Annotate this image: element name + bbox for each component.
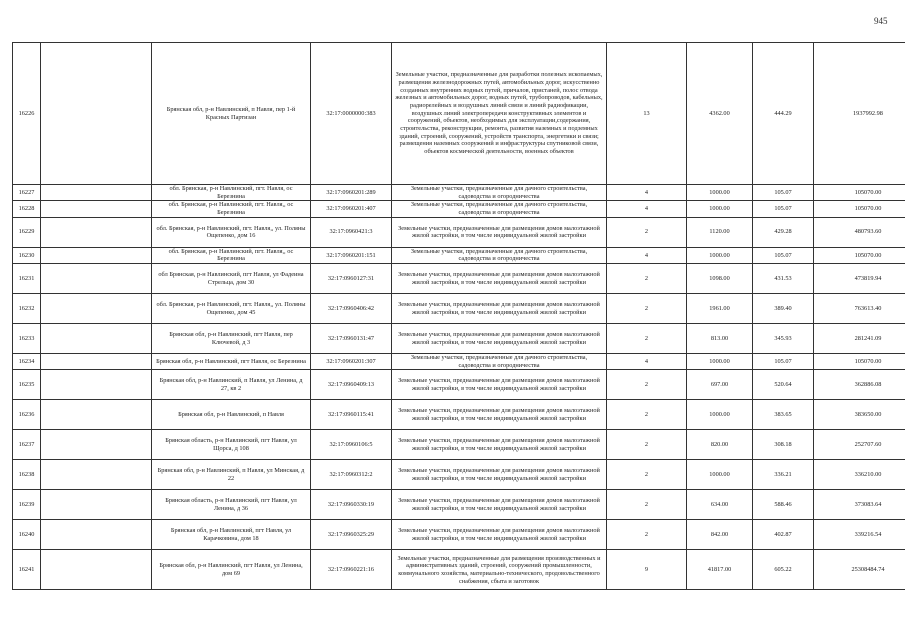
group-number-cell: 2: [607, 217, 687, 247]
area-cell: 842.00: [687, 520, 753, 550]
specific-value-cell: 383.65: [753, 400, 814, 430]
row-id: 16233: [13, 324, 41, 354]
specific-value-cell: 429.28: [753, 217, 814, 247]
cadastral-value-cell: 383650.00: [814, 400, 905, 430]
cadastral-number-cell: 32:17:0960127:31: [311, 264, 392, 294]
cadastral-number-cell: 32:17:0960409:13: [311, 370, 392, 400]
group-number-cell: 4: [607, 201, 687, 217]
land-use-cell: Земельные участки, предназначенные для размещения домов малоэтажной жилой застройки, в том числе индивидуальной жилой застройки: [392, 264, 607, 294]
table-row: [13, 247, 905, 263]
group-number-cell: 2: [607, 460, 687, 490]
cadastral-number-cell: 32:17:0960115:41: [311, 400, 392, 430]
group-number-cell: 4: [607, 247, 687, 263]
land-use-cell: Земельные участки, предназначенные для дачного строительства, садоводства и огородничества: [392, 247, 607, 263]
blank-cell: [41, 460, 152, 490]
group-number-cell: 2: [607, 400, 687, 430]
cadastral-number-cell: 32:17:0960221:16: [311, 550, 392, 590]
cadastral-number-cell: 32:17:0000000:383: [311, 43, 392, 185]
cadastral-value-cell: 373083.64: [814, 490, 905, 520]
table-row: [13, 185, 905, 201]
group-number-cell: 9: [607, 550, 687, 590]
address-cell: обл. Брянская, р-н Навлинский, пгт. Навля,, ул. Поляны Ощепенко, дом 16: [152, 217, 311, 247]
cadastral-value-table: [12, 42, 905, 590]
land-use-cell: Земельные участки, предназначенные для размещения домов малоэтажной жилой застройки, в том числе индивидуальной жилой застройки: [392, 294, 607, 324]
specific-value-cell: 588.46: [753, 490, 814, 520]
cadastral-value-cell: 763613.40: [814, 294, 905, 324]
group-number-cell: 4: [607, 354, 687, 370]
table-row: [13, 550, 905, 590]
area-cell: 1000.00: [687, 247, 753, 263]
row-id: 16237: [13, 430, 41, 460]
address-cell: Брянская область, р-н Навлинский, пгт Навля, ул Щорса, д 108: [152, 430, 311, 460]
table-row: [13, 400, 905, 430]
address-cell: Брянская обл, р-н Навлинский, п Навля, ул Ленина, д 27, кв 2: [152, 370, 311, 400]
land-use-cell: Земельные участки, предназначенные для дачного строительства, садоводства и огородничества: [392, 354, 607, 370]
specific-value-cell: 336.21: [753, 460, 814, 490]
cadastral-value-cell: 1937992.98: [814, 43, 905, 185]
area-cell: 1000.00: [687, 185, 753, 201]
blank-cell: [41, 354, 152, 370]
row-id: 16226: [13, 43, 41, 185]
group-number-cell: 2: [607, 264, 687, 294]
row-id: 16228: [13, 201, 41, 217]
land-use-cell: Земельные участки, предназначенные для размещения домов малоэтажной жилой застройки, в том числе индивидуальной жилой застройки: [392, 460, 607, 490]
cadastral-value-cell: 25308484.74: [814, 550, 905, 590]
land-use-cell: Земельные участки, предназначенные для размещения домов малоэтажной жилой застройки, в том числе индивидуальной жилой застройки: [392, 324, 607, 354]
blank-cell: [41, 520, 152, 550]
specific-value-cell: 520.64: [753, 370, 814, 400]
area-cell: 1961.00: [687, 294, 753, 324]
area-cell: 634.00: [687, 490, 753, 520]
row-id: 16240: [13, 520, 41, 550]
area-cell: 1098.00: [687, 264, 753, 294]
row-id: 16231: [13, 264, 41, 294]
row-id: 16234: [13, 354, 41, 370]
table-row: [13, 43, 905, 185]
page-number: 945: [874, 16, 888, 26]
land-use-cell: Земельные участки, предназначенные для дачного строительства, садоводства и огородничества: [392, 201, 607, 217]
address-cell: Брянская обл, р-н Навлинский, пгт Навля, пер Ключевой, д 3: [152, 324, 311, 354]
row-id: 16235: [13, 370, 41, 400]
group-number-cell: 2: [607, 294, 687, 324]
table-row: [13, 201, 905, 217]
area-cell: 1000.00: [687, 201, 753, 217]
land-use-cell: Земельные участки, предназначенные для размещения домов малоэтажной жилой застройки, в том числе индивидуальной жилой застройки: [392, 370, 607, 400]
cadastral-number-cell: 32:17:0960201:289: [311, 185, 392, 201]
specific-value-cell: 402.87: [753, 520, 814, 550]
specific-value-cell: 389.40: [753, 294, 814, 324]
table-body: [13, 43, 905, 590]
address-cell: Брянская обл, р-н Навлинский, пгт Навля, ул Ленина, дом 69: [152, 550, 311, 590]
table-row: [13, 294, 905, 324]
land-use-cell: Земельные участки, предназначенные для разработки полезных ископаемых, размещения железнодорожных путей, автомобильных дорог, искусственно созданных внутренних водных путей, причалов, пристаней, полос отвода железных и автомобильных дорог, водных путей, трубопроводов, кабельных, радиорелейных и воздушных линий связи и линий радиофикации, воздушных линий электропередачи конструктивных элементов и сооружений, объектов, необходимых для эксплуатации,содержания, строительства, реконструкции, ремонта, развития наземных и подземных зданий, строений, сооружений, устройств транспорта, энергетики и связи; размещения наземных сооружений и инфраструктуры спутниковой связи, объектов космической деятельности, военных объектов: [392, 43, 607, 185]
group-number-cell: 2: [607, 370, 687, 400]
cadastral-value-cell: 336210.00: [814, 460, 905, 490]
group-number-cell: 2: [607, 520, 687, 550]
address-cell: обл Брянская, р-н Навлинский, пгт Навля, ул Фадеина Стрельца, дом 30: [152, 264, 311, 294]
land-use-cell: Земельные участки, предназначенные для размещения производственных и административных зданий, строений, сооружений промышленности, коммунального хозяйства, материально-технического, продовольственного снабжения, сбыта и заготовок: [392, 550, 607, 590]
area-cell: 1000.00: [687, 460, 753, 490]
blank-cell: [41, 370, 152, 400]
cadastral-value-cell: 105070.00: [814, 247, 905, 263]
group-number-cell: 2: [607, 324, 687, 354]
row-id: 16230: [13, 247, 41, 263]
address-cell: Брянская область, р-н Навлинский, пгт Навля, ул Ленина, д 36: [152, 490, 311, 520]
address-cell: Брянская обл, р-н Навлинский, пгт Навля, ул Карачковина, дом 18: [152, 520, 311, 550]
specific-value-cell: 105.07: [753, 185, 814, 201]
table-row: [13, 217, 905, 247]
address-cell: обл. Брянская, р-н Навлинский, пгт. Навля, ос Березнина: [152, 185, 311, 201]
cadastral-number-cell: 32:17:0960406:42: [311, 294, 392, 324]
table-row: [13, 354, 905, 370]
land-use-cell: Земельные участки, предназначенные для размещения домов малоэтажной жилой застройки, в том числе индивидуальной жилой застройки: [392, 217, 607, 247]
address-cell: Брянская обл, р-н Навлинский, п Навля: [152, 400, 311, 430]
cadastral-number-cell: 32:17:0960312:2: [311, 460, 392, 490]
cadastral-number-cell: 32:17:0960131:47: [311, 324, 392, 354]
address-cell: Брянская обл, р-н Навлинский, пгт Навля, ос Березнина: [152, 354, 311, 370]
address-cell: обл. Брянская, р-н Навлинский, пгт. Навля,, ос Березнина: [152, 201, 311, 217]
cadastral-number-cell: 32:17:0960201:407: [311, 201, 392, 217]
specific-value-cell: 308.18: [753, 430, 814, 460]
group-number-cell: 13: [607, 43, 687, 185]
group-number-cell: 2: [607, 490, 687, 520]
specific-value-cell: 105.07: [753, 354, 814, 370]
row-id: 16229: [13, 217, 41, 247]
blank-cell: [41, 430, 152, 460]
area-cell: 41817.00: [687, 550, 753, 590]
cadastral-number-cell: 32:17:0960325:29: [311, 520, 392, 550]
row-id: 16232: [13, 294, 41, 324]
blank-cell: [41, 201, 152, 217]
cadastral-value-cell: 362886.08: [814, 370, 905, 400]
cadastral-number-cell: 32:17:0960106:5: [311, 430, 392, 460]
specific-value-cell: 345.93: [753, 324, 814, 354]
table-row: [13, 430, 905, 460]
cadastral-value-cell: 339216.54: [814, 520, 905, 550]
row-id: 16241: [13, 550, 41, 590]
cadastral-number-cell: 32:17:0960201:307: [311, 354, 392, 370]
cadastral-value-cell: 105070.00: [814, 201, 905, 217]
blank-cell: [41, 247, 152, 263]
blank-cell: [41, 324, 152, 354]
specific-value-cell: 105.07: [753, 201, 814, 217]
address-cell: обл. Брянская, р-н Навлинский, пгт. Навля,, ос Березнина: [152, 247, 311, 263]
cadastral-number-cell: 32:17:0960421:3: [311, 217, 392, 247]
specific-value-cell: 105.07: [753, 247, 814, 263]
specific-value-cell: 605.22: [753, 550, 814, 590]
blank-cell: [41, 264, 152, 294]
area-cell: 1000.00: [687, 354, 753, 370]
area-cell: 1000.00: [687, 400, 753, 430]
table-row: [13, 460, 905, 490]
cadastral-number-cell: 32:17:0960330:19: [311, 490, 392, 520]
blank-cell: [41, 490, 152, 520]
group-number-cell: 4: [607, 185, 687, 201]
row-id: 16238: [13, 460, 41, 490]
row-id: 16227: [13, 185, 41, 201]
specific-value-cell: 431.53: [753, 264, 814, 294]
blank-cell: [41, 400, 152, 430]
address-cell: Брянская обл, р-н Навлинский, п Навля, пер 1-й Красных Партизан: [152, 43, 311, 185]
land-use-cell: Земельные участки, предназначенные для размещения домов малоэтажной жилой застройки, в том числе индивидуальной жилой застройки: [392, 400, 607, 430]
cadastral-value-cell: 105070.00: [814, 354, 905, 370]
cadastral-value-cell: 105070.00: [814, 185, 905, 201]
area-cell: 1120.00: [687, 217, 753, 247]
table-row: [13, 370, 905, 400]
land-use-cell: Земельные участки, предназначенные для размещения домов малоэтажной жилой застройки, в том числе индивидуальной жилой застройки: [392, 490, 607, 520]
blank-cell: [41, 43, 152, 185]
cadastral-value-cell: 480793.60: [814, 217, 905, 247]
cadastral-value-cell: 473819.94: [814, 264, 905, 294]
blank-cell: [41, 294, 152, 324]
row-id: 16236: [13, 400, 41, 430]
cadastral-number-cell: 32:17:0960201:151: [311, 247, 392, 263]
table-row: [13, 520, 905, 550]
table-row: [13, 264, 905, 294]
row-id: 16239: [13, 490, 41, 520]
address-cell: Брянская обл, р-н Навлинский, п Навля, ул Минская, д 22: [152, 460, 311, 490]
group-number-cell: 2: [607, 430, 687, 460]
land-use-cell: Земельные участки, предназначенные для дачного строительства, садоводства и огородничества: [392, 185, 607, 201]
table-row: [13, 490, 905, 520]
cadastral-value-cell: 252707.60: [814, 430, 905, 460]
blank-cell: [41, 217, 152, 247]
land-use-cell: Земельные участки, предназначенные для размещения домов малоэтажной жилой застройки, в том числе индивидуальной жилой застройки: [392, 430, 607, 460]
blank-cell: [41, 185, 152, 201]
cadastral-value-cell: 281241.09: [814, 324, 905, 354]
blank-cell: [41, 550, 152, 590]
area-cell: 820.00: [687, 430, 753, 460]
land-use-cell: Земельные участки, предназначенные для размещения домов малоэтажной жилой застройки, в том числе индивидуальной жилой застройки: [392, 520, 607, 550]
table-row: [13, 324, 905, 354]
specific-value-cell: 444.29: [753, 43, 814, 185]
address-cell: обл. Брянская, р-н Навлинский, пгт. Навля,, ул. Поляны Ощепенко, дом 45: [152, 294, 311, 324]
area-cell: 697.00: [687, 370, 753, 400]
area-cell: 813.00: [687, 324, 753, 354]
area-cell: 4362.00: [687, 43, 753, 185]
